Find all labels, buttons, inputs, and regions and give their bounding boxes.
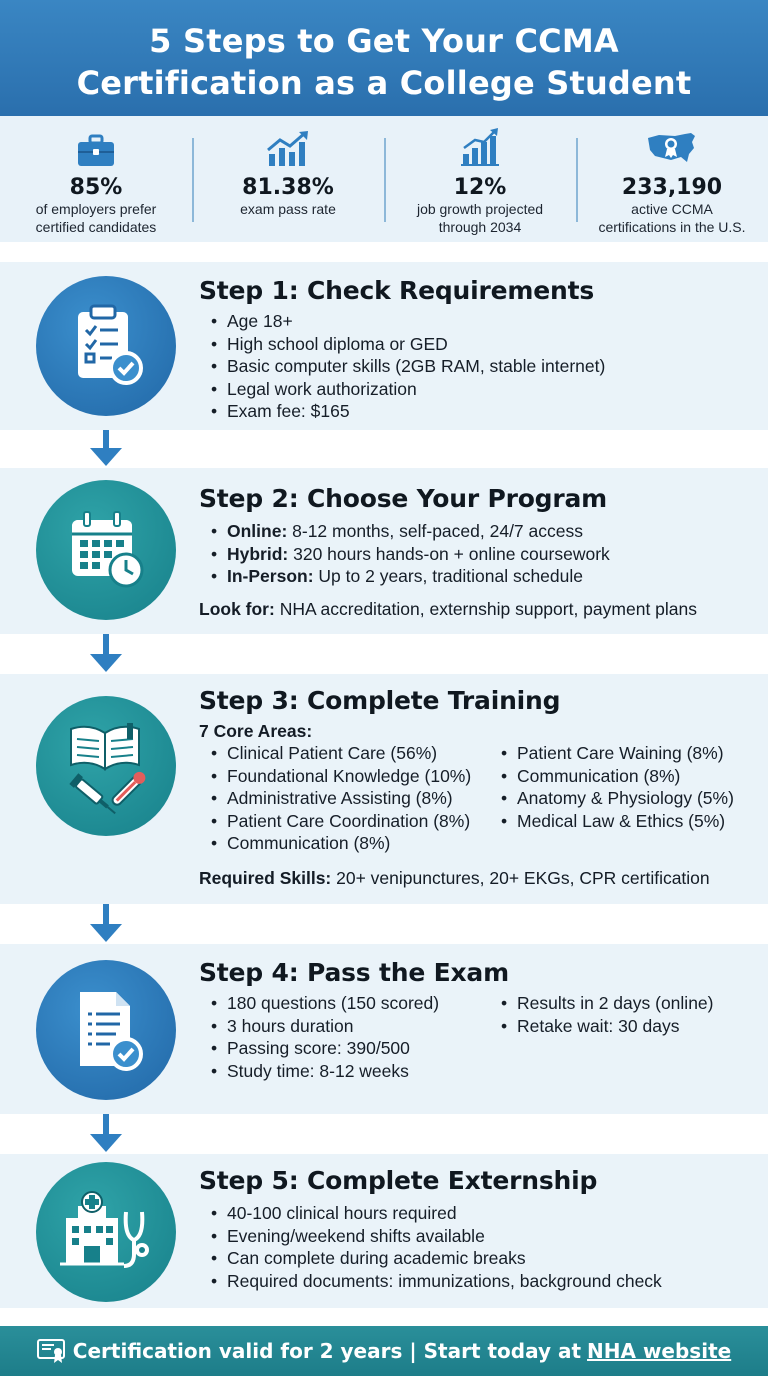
header-banner — [0, 0, 768, 116]
list-item: • 40-100 clinical hours required — [199, 1202, 758, 1225]
arrow-down-icon — [87, 430, 125, 468]
step-title: Step 2: Choose Your Program — [199, 484, 608, 513]
list-item: • Required documents: immunizations, background check — [199, 1270, 758, 1293]
clipboard-checklist-icon — [36, 276, 176, 416]
stat-label: exam pass rate — [240, 201, 336, 217]
page-title — [0, 0, 768, 104]
step-3-section — [0, 674, 768, 904]
list-item: • Evening/weekend shifts available — [199, 1225, 758, 1248]
trend-up-chart-icon — [192, 116, 384, 168]
stat-active-certs — [576, 116, 768, 242]
list-item-hybrid: • Hybrid: 320 hours hands-on + online coursework — [199, 543, 758, 566]
arrow-down-icon — [87, 904, 125, 944]
list-item: • Study time: 8-12 weeks — [199, 1060, 489, 1083]
hospital-stethoscope-icon — [36, 1162, 176, 1302]
list-item: • Administrative Assisting (8%) — [199, 787, 489, 810]
list-item: • Results in 2 days (online) — [489, 992, 713, 1015]
list-item: • Anatomy & Physiology (5%) — [489, 787, 734, 810]
certificate-icon — [37, 1338, 65, 1364]
stat-pass-rate — [192, 116, 384, 242]
stat-employers — [0, 116, 192, 242]
step-2-section — [0, 468, 768, 634]
list-item: • Can complete during academic breaks — [199, 1247, 758, 1270]
core-areas-heading: 7 Core Areas: — [199, 721, 313, 741]
briefcase-icon — [0, 116, 192, 168]
stat-label: of employers prefer certified candidates — [35, 201, 157, 235]
title-line-2: Certification as a College Student — [76, 64, 692, 102]
list-item: • Age 18+ — [199, 310, 758, 333]
title-line-1: 5 Steps to Get Your CCMA — [149, 22, 619, 60]
footer-text: Certification valid for 2 years | Start today at — [72, 1339, 582, 1363]
list-item: • 180 questions (150 scored) — [199, 992, 489, 1015]
footer-banner — [0, 1326, 768, 1376]
us-map-badge-icon — [576, 116, 768, 168]
stat-value: 85% — [69, 175, 123, 200]
look-for-note: Look for: NHA accreditation, externship support, payment plans — [199, 598, 697, 619]
program-options-list — [199, 520, 758, 588]
step-title: Step 1: Check Requirements — [199, 276, 595, 305]
externship-list — [199, 1202, 758, 1292]
list-item-in-person: • In-Person: Up to 2 years, traditional schedule — [199, 565, 758, 588]
stat-value: 233,190 — [621, 175, 723, 200]
stat-value: 12% — [453, 175, 507, 200]
calendar-clock-icon — [36, 480, 176, 620]
list-item: • Patient Care Coordination (8%) — [199, 810, 489, 833]
required-skills-note: Required Skills: 20+ venipunctures, 20+ EKGs, CPR certification — [199, 867, 710, 888]
bar-growth-chart-icon — [384, 116, 576, 168]
step-4-section — [0, 944, 768, 1114]
exam-details-list — [199, 992, 758, 1082]
list-item: • 3 hours duration — [199, 1015, 489, 1038]
list-item: • Passing score: 390/500 — [199, 1037, 489, 1060]
list-item: • Patient Care Waining (8%) — [489, 742, 734, 765]
list-item: • Foundational Knowledge (10%) — [199, 765, 489, 788]
requirements-list — [199, 310, 758, 423]
stat-label: job growth projected through 2034 — [416, 201, 544, 235]
document-check-icon — [36, 960, 176, 1100]
stat-label: active CCMA certifications in the U.S. — [598, 201, 746, 235]
step-5-section — [0, 1154, 768, 1308]
list-item: • Basic computer skills (2GB RAM, stable internet) — [199, 355, 758, 378]
stats-bar — [0, 116, 768, 242]
step-1-section — [0, 262, 768, 430]
list-item: • High school diploma or GED — [199, 333, 758, 356]
stat-value: 81.38% — [242, 175, 334, 200]
list-item: • Communication (8%) — [489, 765, 734, 788]
book-syringe-thermometer-icon — [36, 696, 176, 836]
arrow-down-icon — [87, 634, 125, 674]
list-item: • Exam fee: $165 — [199, 400, 758, 423]
step-title: Step 4: Pass the Exam — [199, 958, 509, 987]
list-item-online: • Online: 8-12 months, self-paced, 24/7 access — [199, 520, 758, 543]
stat-job-growth — [384, 116, 576, 242]
list-item: • Legal work authorization — [199, 378, 758, 401]
nha-website-link[interactable]: NHA website — [587, 1339, 732, 1363]
step-title: Step 5: Complete Externship — [199, 1166, 598, 1195]
step-title: Step 3: Complete Training — [199, 686, 561, 715]
core-areas-list — [199, 742, 758, 855]
list-item: • Communication (8%) — [199, 832, 489, 855]
list-item: • Retake wait: 30 days — [489, 1015, 713, 1038]
list-item: • Medical Law & Ethics (5%) — [489, 810, 734, 833]
arrow-down-icon — [87, 1114, 125, 1154]
list-item: • Clinical Patient Care (56%) — [199, 742, 489, 765]
